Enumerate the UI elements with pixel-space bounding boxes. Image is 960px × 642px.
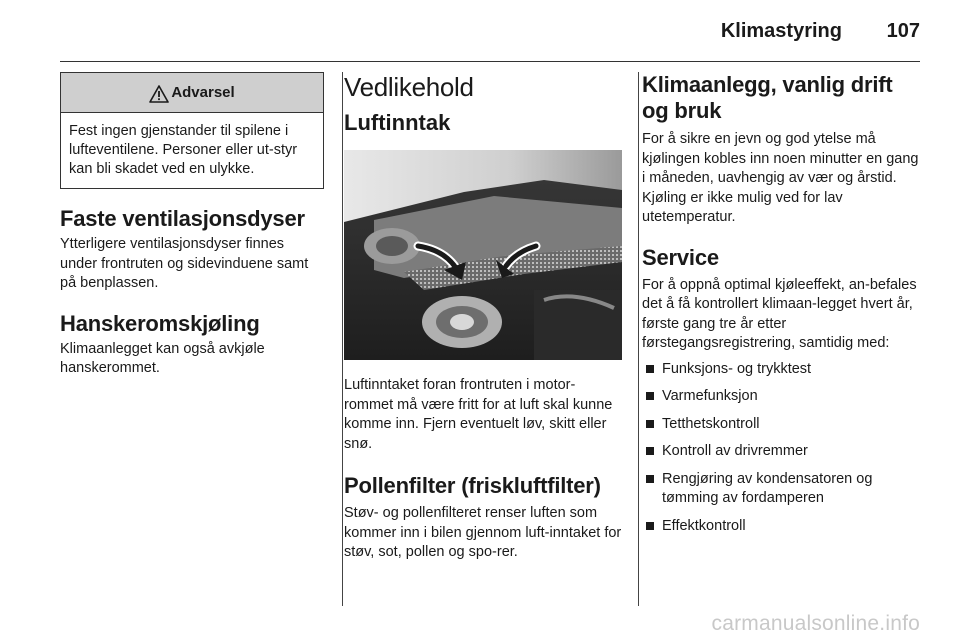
section-title-klimaanlegg: Klimaanlegg, vanlig drift og bruk [642, 72, 893, 123]
column-1 [60, 72, 324, 379]
section-text-pollenfilter: Støv- og pollenfilteret renser luften som kommer inn i bilen gjennom luft-inntaket for støv, sot, pollen og spo-rer. [344, 505, 622, 560]
service-checklist [642, 360, 922, 537]
list-item: Kontroll av drivremmer [642, 442, 922, 462]
warning-triangle-icon [149, 85, 169, 103]
warning-text: Fest ingen gjenstander til spilene i lufteventilene. Personer eller ut-styr kan bli skadet ved en ulykke. [69, 123, 298, 177]
section-title-service: Service [642, 244, 719, 270]
section-text-service: For å oppnå optimal kjøleeffekt, an-befales det å få kontrollert klimaan-legget hvert år, første gang tre år etter førstegangsregistrering, samtidig med: [642, 276, 917, 351]
list-item: Rengjøring av kondensatoren og tømming av fordamperen [642, 470, 922, 509]
column-divider-2 [638, 72, 639, 606]
section-text-faste-ventilasjonsdyser: Ytterligere ventilasjonsdyser finnes under frontruten og sidevinduene samt på benplassen. [60, 236, 309, 291]
air-intake-illustration [344, 150, 622, 360]
list-item: Varmefunksjon [642, 387, 922, 407]
air-intake-caption: Luftinntaket foran frontruten i motor-rommet må være fritt for at luft skal kunne komme inn. Fjern eventuelt løv, skitt eller snø. [344, 377, 613, 452]
column-divider-1 [342, 72, 343, 606]
sub-title-luftinntak: Luftinntak [344, 110, 451, 135]
page-number: 107 [886, 20, 920, 42]
column-3 [642, 72, 922, 544]
list-item: Effektkontroll [642, 517, 922, 537]
section-text-hanskeromskjoling: Klimaanlegget kan også avkjøle hanskerommet. [60, 340, 265, 376]
section-text-klimaanlegg: For å sikre en jevn og god ytelse må kjølingen kobles inn noen minutter en gang i måneden, uavhengig av vær og årstid. Kjøling er ikke mulig ved for lav utetemperatur. [642, 131, 919, 225]
warning-header [61, 73, 323, 113]
warning-box [60, 72, 324, 189]
header-title: Klimastyring [720, 20, 842, 42]
warning-title: Advarsel [171, 84, 235, 101]
watermark: carmanualsonline.info [711, 612, 920, 635]
list-item: Tetthetskontroll [642, 415, 922, 435]
section-title-hanskeromskjoling: Hanskeromskjøling [60, 310, 260, 336]
section-title-pollenfilter: Pollenfilter (friskluftfilter) [344, 473, 601, 498]
section-title-faste-ventilasjonsdyser: Faste ventilasjonsdyser [60, 206, 305, 231]
page-header [60, 14, 920, 62]
main-title-vedlikehold: Vedlikehold [344, 72, 474, 102]
list-item: Funksjons- og trykktest [642, 360, 922, 380]
column-2 [344, 72, 622, 563]
air-intake-photo [344, 150, 622, 360]
